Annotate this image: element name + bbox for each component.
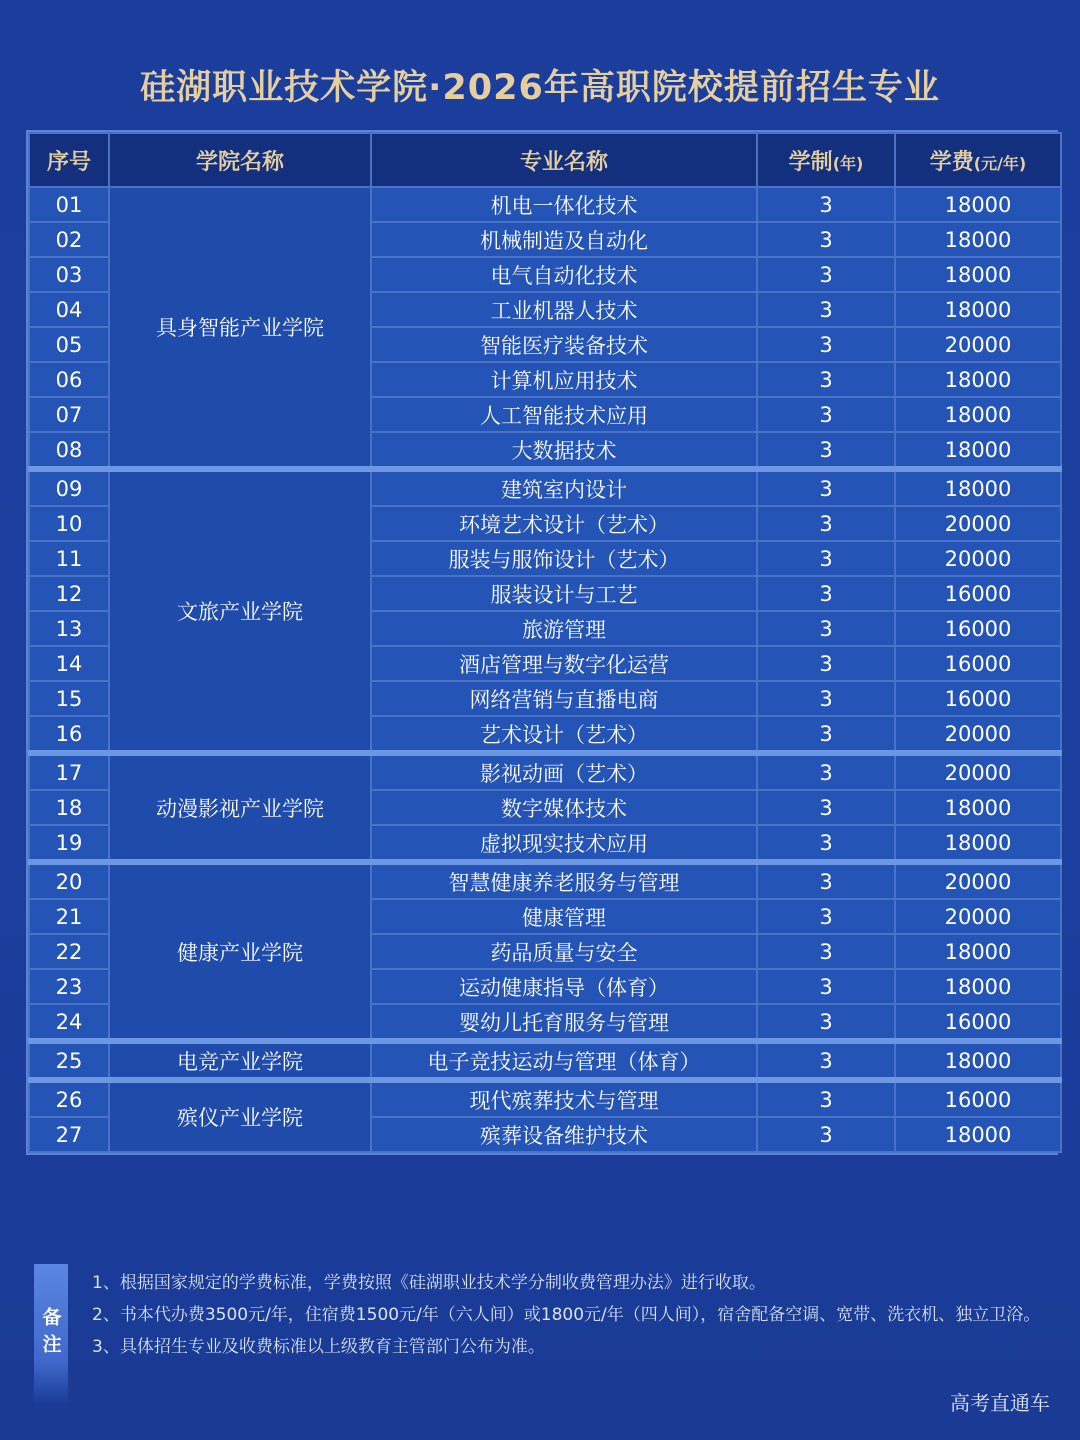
cell-fee: 16000 bbox=[895, 611, 1061, 646]
cell-major: 机电一体化技术 bbox=[371, 187, 757, 222]
header-seq: 序号 bbox=[29, 133, 109, 187]
table-header-row bbox=[29, 133, 1061, 187]
cell-major: 数字媒体技术 bbox=[371, 790, 757, 825]
table-row bbox=[29, 862, 1061, 899]
cell-duration: 3 bbox=[757, 1041, 895, 1080]
table-row bbox=[29, 1041, 1061, 1080]
cell-duration: 3 bbox=[757, 825, 895, 862]
cell-fee: 18000 bbox=[895, 825, 1061, 862]
cell-major: 药品质量与安全 bbox=[371, 934, 757, 969]
cell-major: 现代殡葬技术与管理 bbox=[371, 1080, 757, 1117]
cell-seq: 13 bbox=[29, 611, 109, 646]
cell-major: 电气自动化技术 bbox=[371, 257, 757, 292]
cell-fee: 18000 bbox=[895, 187, 1061, 222]
cell-major: 服装与服饰设计（艺术） bbox=[371, 541, 757, 576]
cell-seq: 16 bbox=[29, 716, 109, 753]
cell-fee: 18000 bbox=[895, 934, 1061, 969]
cell-major: 旅游管理 bbox=[371, 611, 757, 646]
cell-major: 艺术设计（艺术） bbox=[371, 716, 757, 753]
cell-duration: 3 bbox=[757, 187, 895, 222]
cell-fee: 18000 bbox=[895, 397, 1061, 432]
cell-major: 智慧健康养老服务与管理 bbox=[371, 862, 757, 899]
enrollment-table bbox=[26, 130, 1058, 1155]
cell-major: 机械制造及自动化 bbox=[371, 222, 757, 257]
note-item: 3、具体招生专业及收费标准以上级教育主管部门公布为准。 bbox=[92, 1337, 545, 1357]
notes-section bbox=[34, 1264, 1054, 1404]
cell-major: 大数据技术 bbox=[371, 432, 757, 469]
cell-major: 电子竞技运动与管理（体育） bbox=[371, 1041, 757, 1080]
cell-fee: 20000 bbox=[895, 716, 1061, 753]
cell-major: 网络营销与直播电商 bbox=[371, 681, 757, 716]
header-fee bbox=[895, 133, 1061, 187]
cell-college: 殡仪产业学院 bbox=[109, 1080, 371, 1152]
cell-duration: 3 bbox=[757, 576, 895, 611]
cell-major: 环境艺术设计（艺术） bbox=[371, 506, 757, 541]
cell-seq: 27 bbox=[29, 1117, 109, 1152]
cell-college: 文旅产业学院 bbox=[109, 469, 371, 753]
cell-seq: 05 bbox=[29, 327, 109, 362]
cell-fee: 16000 bbox=[895, 646, 1061, 681]
cell-seq: 09 bbox=[29, 469, 109, 506]
header-major: 专业名称 bbox=[371, 133, 757, 187]
cell-seq: 06 bbox=[29, 362, 109, 397]
cell-fee: 18000 bbox=[895, 257, 1061, 292]
header-duration-label: 学制 bbox=[788, 149, 833, 175]
header-college: 学院名称 bbox=[109, 133, 371, 187]
cell-major: 殡葬设备维护技术 bbox=[371, 1117, 757, 1152]
cell-seq: 03 bbox=[29, 257, 109, 292]
note-item: 1、根据国家规定的学费标准，学费按照《硅湖职业技术学分制收费管理办法》进行收取。 bbox=[92, 1273, 766, 1293]
cell-seq: 01 bbox=[29, 187, 109, 222]
cell-seq: 07 bbox=[29, 397, 109, 432]
cell-duration: 3 bbox=[757, 292, 895, 327]
cell-seq: 22 bbox=[29, 934, 109, 969]
header-fee-unit: (元/年) bbox=[973, 153, 1027, 173]
cell-fee: 16000 bbox=[895, 681, 1061, 716]
cell-seq: 12 bbox=[29, 576, 109, 611]
cell-seq: 10 bbox=[29, 506, 109, 541]
cell-duration: 3 bbox=[757, 716, 895, 753]
cell-major: 人工智能技术应用 bbox=[371, 397, 757, 432]
cell-seq: 17 bbox=[29, 753, 109, 790]
cell-duration: 3 bbox=[757, 862, 895, 899]
cell-fee: 20000 bbox=[895, 541, 1061, 576]
cell-major: 服装设计与工艺 bbox=[371, 576, 757, 611]
cell-major: 影视动画（艺术） bbox=[371, 753, 757, 790]
cell-seq: 24 bbox=[29, 1004, 109, 1041]
cell-seq: 21 bbox=[29, 899, 109, 934]
cell-duration: 3 bbox=[757, 541, 895, 576]
cell-fee: 18000 bbox=[895, 292, 1061, 327]
cell-duration: 3 bbox=[757, 790, 895, 825]
cell-duration: 3 bbox=[757, 899, 895, 934]
cell-seq: 14 bbox=[29, 646, 109, 681]
cell-duration: 3 bbox=[757, 1117, 895, 1152]
cell-fee: 18000 bbox=[895, 969, 1061, 1004]
table-row bbox=[29, 1080, 1061, 1117]
cell-duration: 3 bbox=[757, 934, 895, 969]
cell-seq: 15 bbox=[29, 681, 109, 716]
page-title: 硅湖职业技术学院·2026年高职院校提前招生专业 bbox=[140, 68, 940, 108]
cell-seq: 04 bbox=[29, 292, 109, 327]
cell-seq: 02 bbox=[29, 222, 109, 257]
cell-major: 酒店管理与数字化运营 bbox=[371, 646, 757, 681]
cell-fee: 18000 bbox=[895, 222, 1061, 257]
cell-seq: 18 bbox=[29, 790, 109, 825]
cell-major: 计算机应用技术 bbox=[371, 362, 757, 397]
note-item: 2、书本代办费3500元/年，住宿费1500元/年（六人间）或1800元/年（四人间），宿舍配备空调、宽带、洗衣机、独立卫浴。 bbox=[92, 1305, 1041, 1325]
table-row bbox=[29, 469, 1061, 506]
cell-fee: 18000 bbox=[895, 1117, 1061, 1152]
cell-fee: 20000 bbox=[895, 327, 1061, 362]
cell-major: 虚拟现实技术应用 bbox=[371, 825, 757, 862]
table-body bbox=[29, 187, 1061, 1152]
cell-college: 电竞产业学院 bbox=[109, 1041, 371, 1080]
header-duration-unit: (年) bbox=[832, 153, 864, 173]
cell-duration: 3 bbox=[757, 397, 895, 432]
cell-fee: 16000 bbox=[895, 576, 1061, 611]
cell-college: 健康产业学院 bbox=[109, 862, 371, 1041]
cell-college: 具身智能产业学院 bbox=[109, 187, 371, 469]
cell-fee: 16000 bbox=[895, 1080, 1061, 1117]
cell-duration: 3 bbox=[757, 222, 895, 257]
cell-duration: 3 bbox=[757, 1004, 895, 1041]
header-fee-label: 学费 bbox=[929, 149, 974, 175]
cell-major: 建筑室内设计 bbox=[371, 469, 757, 506]
watermark: 高考直通车 bbox=[950, 1391, 1050, 1415]
cell-college: 动漫影视产业学院 bbox=[109, 753, 371, 862]
cell-duration: 3 bbox=[757, 327, 895, 362]
table-row bbox=[29, 187, 1061, 222]
cell-seq: 23 bbox=[29, 969, 109, 1004]
cell-seq: 25 bbox=[29, 1041, 109, 1080]
cell-fee: 18000 bbox=[895, 362, 1061, 397]
cell-fee: 20000 bbox=[895, 862, 1061, 899]
cell-seq: 19 bbox=[29, 825, 109, 862]
cell-fee: 20000 bbox=[895, 899, 1061, 934]
cell-fee: 18000 bbox=[895, 432, 1061, 469]
cell-duration: 3 bbox=[757, 753, 895, 790]
cell-duration: 3 bbox=[757, 1080, 895, 1117]
cell-fee: 20000 bbox=[895, 506, 1061, 541]
cell-duration: 3 bbox=[757, 469, 895, 506]
cell-fee: 18000 bbox=[895, 469, 1061, 506]
cell-duration: 3 bbox=[757, 257, 895, 292]
cell-seq: 11 bbox=[29, 541, 109, 576]
cell-seq: 20 bbox=[29, 862, 109, 899]
header-duration bbox=[757, 133, 895, 187]
notes-list bbox=[92, 1270, 1052, 1366]
cell-duration: 3 bbox=[757, 611, 895, 646]
cell-duration: 3 bbox=[757, 432, 895, 469]
table-row bbox=[29, 753, 1061, 790]
cell-fee: 18000 bbox=[895, 1041, 1061, 1080]
cell-fee: 18000 bbox=[895, 790, 1061, 825]
cell-fee: 20000 bbox=[895, 753, 1061, 790]
notes-tab bbox=[34, 1264, 68, 1404]
cell-seq: 26 bbox=[29, 1080, 109, 1117]
cell-major: 婴幼儿托育服务与管理 bbox=[371, 1004, 757, 1041]
cell-major: 智能医疗装备技术 bbox=[371, 327, 757, 362]
cell-duration: 3 bbox=[757, 681, 895, 716]
cell-duration: 3 bbox=[757, 969, 895, 1004]
cell-major: 工业机器人技术 bbox=[371, 292, 757, 327]
cell-fee: 16000 bbox=[895, 1004, 1061, 1041]
cell-duration: 3 bbox=[757, 646, 895, 681]
notes-tab-label: 备注 bbox=[39, 1307, 62, 1361]
cell-seq: 08 bbox=[29, 432, 109, 469]
cell-duration: 3 bbox=[757, 506, 895, 541]
cell-major: 运动健康指导（体育） bbox=[371, 969, 757, 1004]
cell-major: 健康管理 bbox=[371, 899, 757, 934]
cell-duration: 3 bbox=[757, 362, 895, 397]
